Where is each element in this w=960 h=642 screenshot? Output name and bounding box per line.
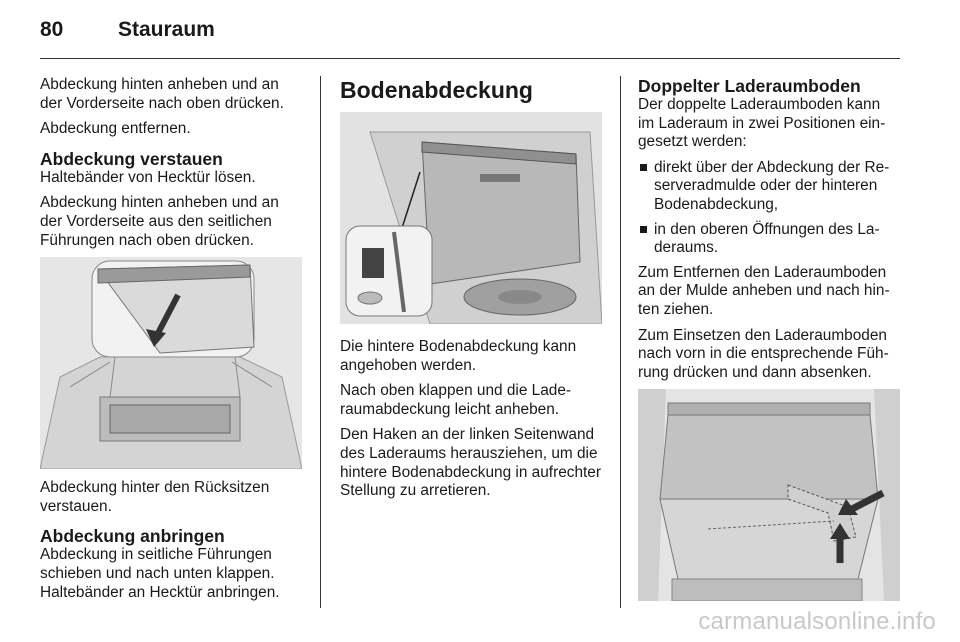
column-right <box>638 76 900 611</box>
floor-cover-illustration <box>340 112 602 324</box>
page-header <box>40 18 900 58</box>
cargo-cover-stowing-illustration <box>40 257 302 469</box>
paragraph: Nach oben klappen und die Laderaumabdeckung leicht anheben. <box>340 382 572 418</box>
list-item: direkt über der Abdeckung der Reserveradmulde oder der hinteren Bodenabdeckung, <box>638 159 900 215</box>
paragraph: Zum Einsetzen den Laderaumboden nach vorn in die entsprechende Führung drücken und dann absenken. <box>638 326 889 381</box>
section-heading: Abdeckung anbringen <box>40 526 225 547</box>
header-divider <box>40 58 900 59</box>
column-middle <box>340 76 602 508</box>
paragraph: Abdeckung entfernen. <box>40 120 191 138</box>
double-floor-illustration <box>638 389 900 601</box>
paragraph: Abdeckung in seitliche Führungen schieben und nach unten klappen. Haltebänder an Hecktür anbringen. <box>40 546 280 601</box>
section-heading: Doppelter Laderaumboden <box>638 76 861 96</box>
column-divider <box>620 76 621 608</box>
column-divider <box>320 76 321 608</box>
paragraph: Die hintere Bodenabdeckung kann angehoben werden. <box>340 338 577 374</box>
watermark: carmanualsonline.info <box>698 608 936 635</box>
section-heading: Abdeckung verstauen <box>40 148 223 169</box>
paragraph: Abdeckung hinten anheben und an der Vorderseite aus den seitlichen Führungen nach oben drücken. <box>40 194 279 249</box>
page-number: 80 <box>40 18 64 41</box>
column-left <box>40 76 302 609</box>
section-title: Bodenabdeckung <box>340 77 533 103</box>
list-item: in den oberen Öffnungen des Laderaums. <box>638 221 900 258</box>
bullet-icon <box>640 226 647 233</box>
paragraph: Abdeckung hinten anheben und an der Vorderseite nach oben drücken. <box>40 76 284 112</box>
bullet-list <box>638 159 900 258</box>
paragraph: Der doppelte Laderaumboden kann im Laderaum in zwei Positionen eingesetzt werden: <box>638 96 886 151</box>
paragraph: Den Haken an der linken Seitenwand des Laderaums herausziehen, um die hintere Bodenabdeckung in aufrechter Stellung zu arretieren. <box>340 426 601 500</box>
chapter-title: Stauraum <box>118 18 215 41</box>
paragraph: Abdeckung hinter den Rücksitzen verstauen. <box>40 479 270 515</box>
paragraph: Zum Entfernen den Laderaumboden an der Mulde anheben und nach hinten ziehen. <box>638 263 890 318</box>
bullet-icon <box>640 164 647 171</box>
paragraph: Haltebänder von Hecktür lösen. <box>40 168 256 186</box>
